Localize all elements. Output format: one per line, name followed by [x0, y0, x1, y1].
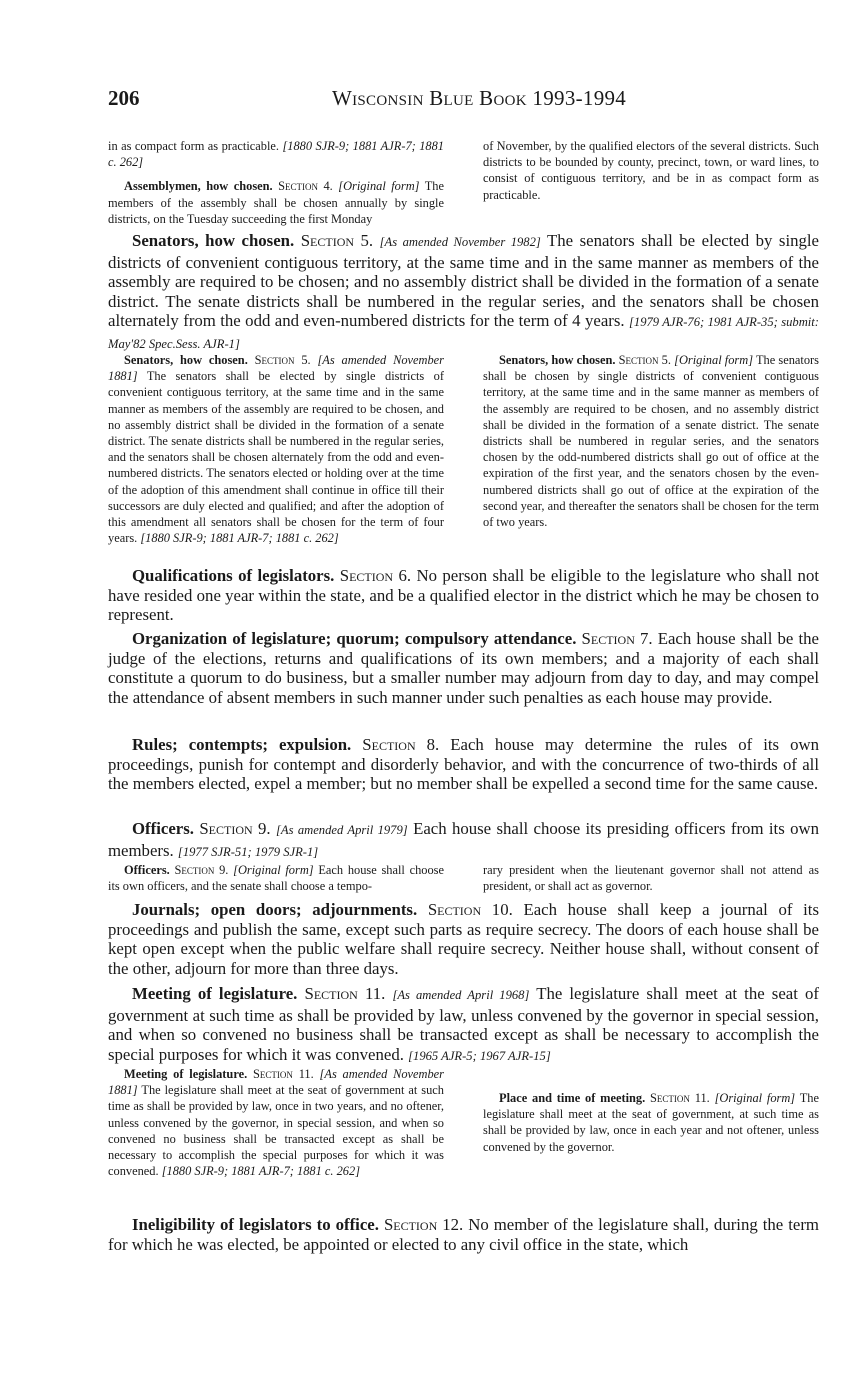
assembly-text-right: of November, by the qualified electors of the several districts. Such districts to be bounded by county, precinct, town, or ward lines, to consist of contiguous territory, and be in as compact form as practicable.: [483, 139, 819, 202]
section-8-text: Each house may determine the rules of its own proceedings, punish for contempt and disorderly behavior, and with the concurrence of two-thirds of all the members elected, expel a member; but no member shall be expelled a second time for the same cause.: [108, 735, 819, 794]
section-11: [108, 984, 819, 1066]
section-11-1881-citation: [1880 SJR-9; 1881 AJR-7; 1881 c. 262]: [161, 1164, 361, 1179]
section-7: [108, 629, 819, 707]
section-11-1881-column: [108, 1066, 444, 1179]
section-12-label: Section 12.: [383, 1215, 464, 1234]
section-5-citation: [1979 AJR-76; 1981 AJR-35; submit: May'82 Spec.Sess. AJR-1]: [108, 315, 819, 351]
section-9-note: [As amended April 1979]: [276, 823, 408, 837]
section-5-heading: Senators, how chosen.: [132, 231, 295, 250]
section-11-original-column: [483, 1090, 819, 1155]
section-9-original-text-left: Each house shall choose its own officers, and the senate shall choose a tempo-: [108, 863, 444, 894]
section-9-heading: Officers.: [132, 819, 194, 838]
section-9-text: Each house shall choose its presiding officers from its own members.: [108, 819, 819, 860]
section-6-text: No person shall be eligible to the legislature who shall not have resided one year within the state, and be a qualified elector in the district which he may be chosen to represent.: [108, 566, 820, 625]
section-9-citation: [1977 SJR-51; 1979 SJR-1]: [177, 844, 319, 859]
top-left-column: [108, 138, 444, 227]
section-11-original-heading: Place and time of meeting.: [499, 1091, 646, 1105]
top-right-column: [483, 138, 819, 203]
section-10-heading: Journals; open doors; adjournments.: [132, 900, 418, 919]
section-5-1881-text: The senators shall be elected by single districts of convenient contiguous territory, at the same time and in the same manner as members of the assembly are required to be chosen, and no assembly district shall be divided in the formation of a senate district. The senate districts shall be numbered in the regular series, and the senators shall be chosen alternately from the odd and even-numbered districts. The senators elected or holding over at the time of the adoption of this amendment shall continue in office till their successors are duly elected and qualified; and after the adoption of this amendment all senators shall be chosen for the term of four years.: [108, 369, 445, 546]
section-6: [108, 566, 819, 625]
continuation-text: in as compact form as practicable.: [108, 139, 280, 153]
section-5-text: The senators shall be elected by single districts of convenient contiguous territory, at the same time and in the same manner as members of the assembly are required to be chosen; and no assembly district shall be divided in the formation of a senate district. The senate districts shall be numbered in the regular series, and the senators shall be chosen alternately from the odd and even-numbered districts for the term of 4 years.: [108, 231, 820, 331]
section-11-original-note: [Original form]: [714, 1091, 796, 1105]
section-5-original-note: [Original form]: [674, 353, 754, 367]
running-title: Wisconsin Blue Book 1993-1994: [332, 86, 627, 110]
section-8: [108, 735, 819, 794]
section-7-text: Each house shall be the judge of the elections, returns and qualifications of its own members; and a majority of each shall constitute a quorum to do business, but a smaller number may adjourn from day to day, and may compel the attendance of absent members in such manner under such penalties as each house may provide.: [108, 629, 819, 707]
section-10-label: Section 10.: [427, 900, 513, 919]
section-9-label: Section 9.: [199, 819, 271, 838]
section-9-original-note: [Original form]: [233, 863, 314, 877]
section-9: [108, 819, 819, 862]
section-9-original-right: [483, 862, 819, 894]
section-11-original-label: Section 11.: [650, 1091, 710, 1105]
section-5-original-heading: Senators, how chosen.: [499, 353, 616, 367]
section-9-original-text-right: rary president when the lieutenant governor shall not attend as president, or shall act as governor.: [483, 863, 819, 894]
section-12: [108, 1215, 819, 1254]
section-10: [108, 900, 819, 978]
section-12-heading: Ineligibility of legislators to office.: [132, 1215, 379, 1234]
section-5-1881-note: [As amended November 1881]: [108, 353, 444, 384]
section-5-original-text: The senators shall be chosen by single districts of convenient contiguous territory, at the same time and in the same manner as members of the assembly are required to be chosen, and no assembly district shall be divided in the formation of a senate district. The senate districts shall be numbered in regular series, and the senators chosen by the odd-numbered districts shall go out of office at the expiration of the first year, and the senators chosen by the even-numbered districts shall go out of office at the expiration of the second year, and thereafter the senators shall be chosen for the term of two years.: [483, 353, 819, 530]
section-7-label: Section 7.: [581, 629, 653, 648]
continuation-citation: [1880 SJR-9; 1881 AJR-7; 1881 c. 262]: [108, 139, 444, 170]
section-5-1881-citation: [1880 SJR-9; 1881 AJR-7; 1881 c. 262]: [140, 531, 339, 546]
section-11-text: The legislature shall meet at the seat of government at such time as shall be provided by law, unless convened by the governor in special session, and when so convened no business shall be transacted except as shall be necessary to accomplish the special purposes for which it was convened.: [108, 984, 819, 1064]
section-10-text: Each house shall keep a journal of its proceedings and publish the same, except such parts as require secrecy. The doors of each house shall be kept open except when the public welfare shall require secrecy. Neither house shall, without consent of the other, adjourn for more than three days.: [108, 900, 819, 978]
section-9-original-heading: Officers.: [124, 863, 170, 877]
section-11-1881-heading: Meeting of legislature.: [124, 1067, 248, 1081]
section-5-current: [108, 231, 819, 355]
section-5-original-label: Section 5.: [618, 353, 671, 367]
assembly-section: Section 4.: [278, 179, 333, 194]
section-5-1881-label: Section 5.: [254, 353, 311, 367]
section-8-label: Section 8.: [362, 735, 440, 754]
assembly-note: [Original form]: [338, 179, 420, 194]
section-8-heading: Rules; contempts; expulsion.: [132, 735, 352, 754]
section-5-label: Section 5.: [300, 231, 374, 250]
section-5-1881-heading: Senators, how chosen.: [124, 353, 248, 367]
section-5-note: [As amended November 1982]: [379, 235, 541, 249]
section-11-1881-note: [As amended November 1881]: [108, 1067, 445, 1098]
page-number: 206: [108, 86, 140, 110]
section-12-text: No member of the legislature shall, during the term for which he was elected, be appointed or elected to any civil office in the state, which: [108, 1215, 819, 1254]
section-5-1881-column: [108, 352, 444, 546]
assembly-text-left: The members of the assembly shall be chosen annually by single districts, on the Tuesday succeeding the first Monday: [108, 179, 444, 226]
section-11-1881-label: Section 11.: [253, 1067, 314, 1081]
section-11-original-text: The legislature shall meet at the seat of government, at such time as shall be provided by law, once in each year and not oftener, unless convened by the governor.: [483, 1091, 819, 1154]
section-11-citation: [1965 AJR-5; 1967 AJR-15]: [408, 1048, 551, 1063]
section-6-label: Section 6.: [339, 566, 412, 585]
section-7-heading: Organization of legislature; quorum; compulsory attendance.: [132, 629, 577, 648]
section-9-original-label: Section 9.: [174, 863, 229, 877]
section-11-1881-text: The legislature shall meet at the seat of government at such time as shall be provided by law, once in two years, and no oftener, unless convened by the governor, in special session, and when so convened no business shall be transacted except as shall be necessary to accomplish the special purposes for which it was convened.: [108, 1083, 444, 1179]
section-11-label: Section 11.: [304, 984, 386, 1003]
section-11-note: [As amended April 1968]: [392, 988, 530, 1002]
section-9-original-left: [108, 862, 444, 894]
assembly-heading: Assemblymen, how chosen.: [124, 179, 273, 194]
section-6-heading: Qualifications of legislators.: [132, 566, 335, 585]
section-5-original-column: [483, 352, 819, 530]
section-11-heading: Meeting of legislature.: [132, 984, 298, 1003]
